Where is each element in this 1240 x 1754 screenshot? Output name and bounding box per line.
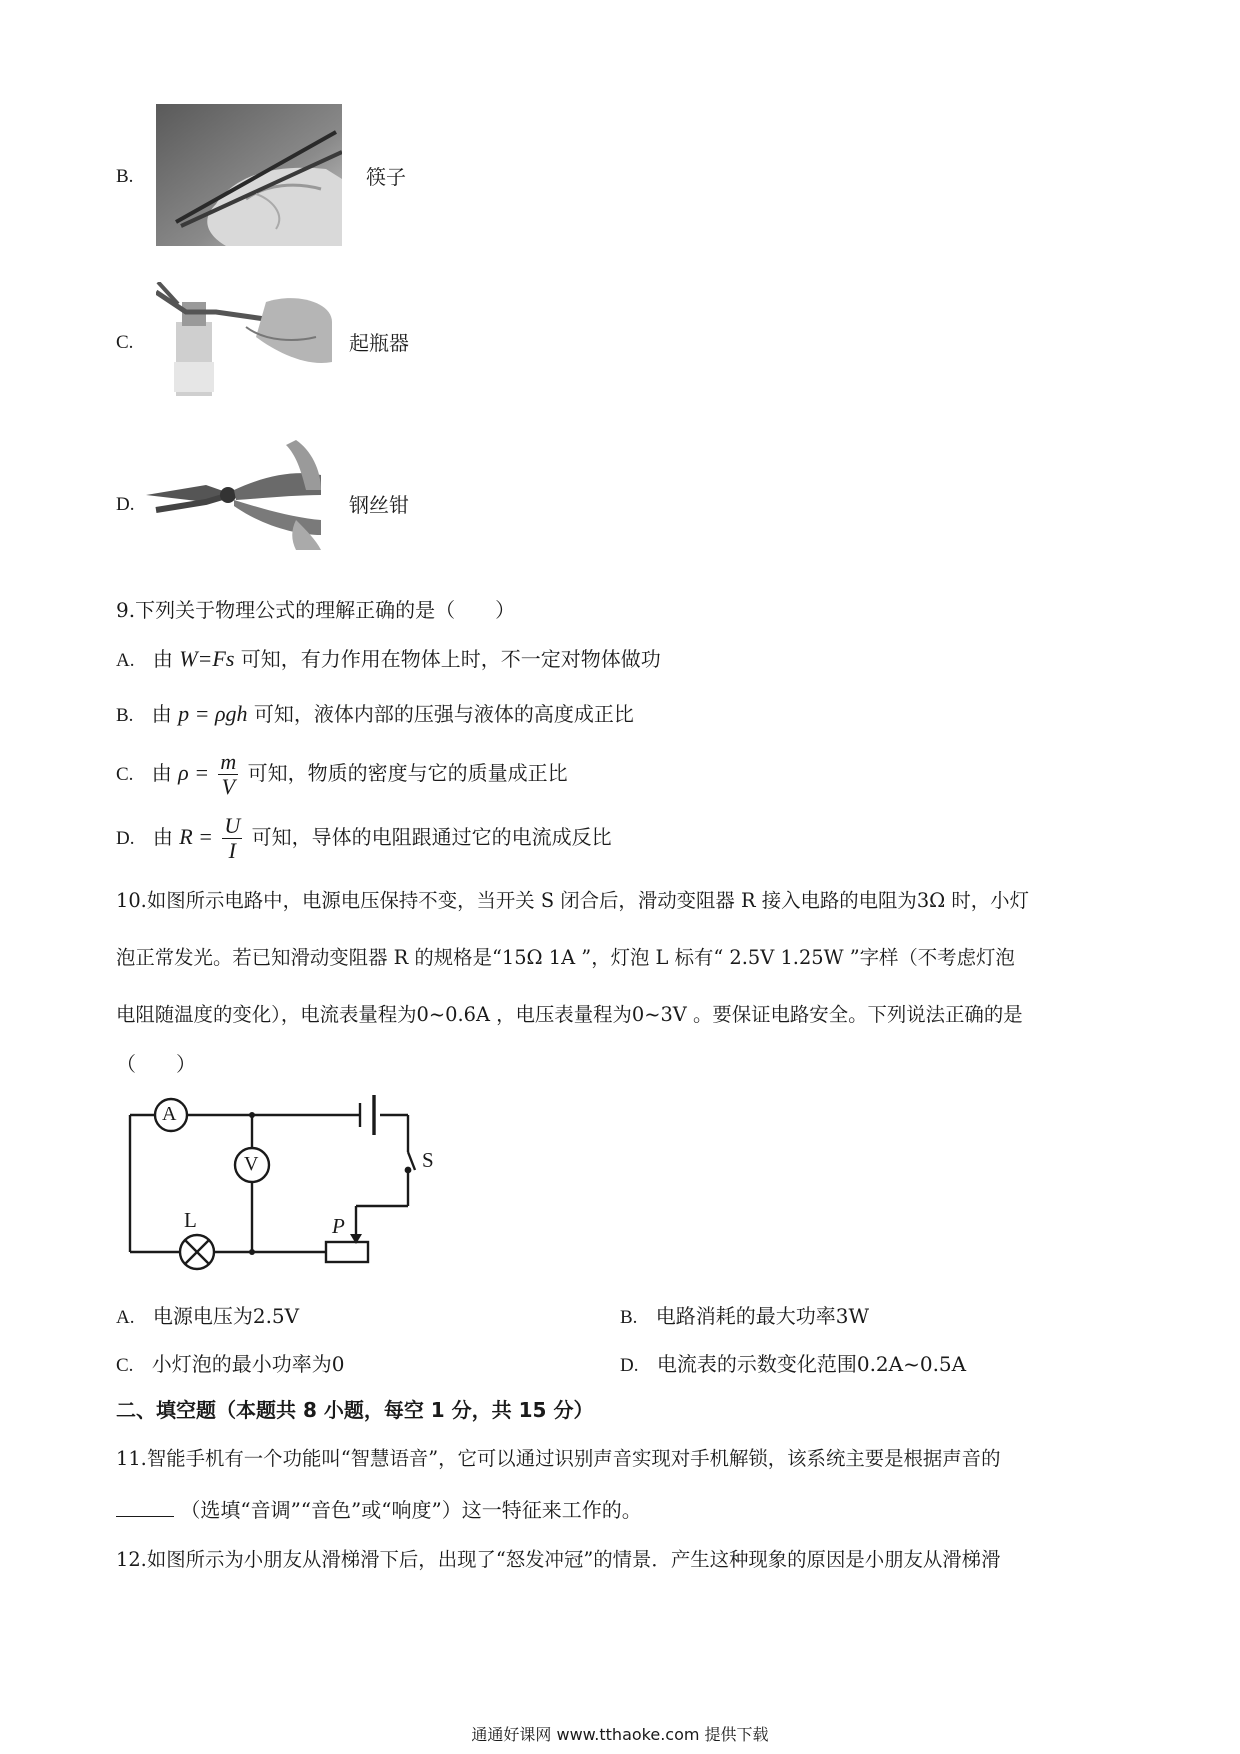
q9-d-prefix: 由 [152,825,173,849]
q10-b-text: 电路消耗的最大功率3W [655,1304,870,1328]
switch-label: S [422,1148,434,1172]
q9-option-d [116,814,612,863]
q9-c-letter: C. [116,764,134,785]
q10-c-text: 小灯泡的最小功率为0 [151,1352,345,1376]
q9-d-numerator: U [224,813,241,838]
q12-line-1: 12.如图所示为小朋友从滑梯滑下后，出现了“怒发冲冠”的情景．产生这种现象的原因是小朋友从滑梯滑 [116,1548,1001,1571]
section-2-title: 二、填空题（本题共 8 小题，每空 1 分，共 15 分） [116,1398,594,1422]
q9-c-fraction [218,750,238,799]
q10-line-3: 电阻随温度的变化），电流表量程为0~0.6A ，电压表量程为0~3V 。要保证电路安全。下列说法正确的是 [116,1003,1023,1026]
q9-b-text: 可知，液体内部的压强与液体的高度成正比 [253,702,634,726]
q9-a-letter: A. [116,650,135,671]
q9-c-text: 可知，物质的密度与它的质量成正比 [247,761,568,785]
option-b-letter: B. [116,166,134,187]
q9-c-lhs: ρ = [178,760,210,785]
q9-d-fraction [222,814,242,863]
voltmeter-label: V [244,1153,259,1175]
q10-line-2: 泡正常发光。若已知滑动变阻器 R 的规格是“15Ω 1A ”，灯泡 L 标有“ 2.5V 1.25W ”字样（不考虑灯泡 [116,946,1015,969]
q9-a-text: 可知，有力作用在物体上时，不一定对物体做功 [240,647,661,671]
q9-b-prefix: 由 [151,702,172,726]
q9-a-formula: W=Fs [179,646,235,671]
q9-option-b [116,700,634,730]
option-d-label: 钢丝钳 [349,493,409,517]
q9-stem: 9.下列关于物理公式的理解正确的是（ ） [116,598,516,622]
q10-option-a [116,1302,299,1332]
q10-d-letter: D. [620,1355,639,1376]
q11-line-1: 11.智能手机有一个功能叫“智慧语音”，它可以通过识别声音实现对手机解锁，该系统主要是根据声音的 [116,1447,1001,1470]
q9-d-lhs: R = [179,824,213,849]
q10-c-letter: C. [116,1355,134,1376]
q10-option-d [620,1350,966,1380]
q9-c-denominator: V [221,774,236,799]
q10-option-b [620,1302,869,1332]
q10-a-letter: A. [116,1307,135,1328]
q10-a-text: 电源电压为2.5V [152,1304,300,1328]
option-c-letter: C. [116,332,134,353]
q9-option-a [116,645,661,675]
q11-answer-blank[interactable] [116,1496,174,1517]
slider-label: P [332,1214,345,1238]
chopsticks-photo [156,104,342,246]
bottle-opener-photo [156,282,332,396]
q10-line-1: 10.如图所示电路中，电源电压保持不变，当开关 S 闭合后，滑动变阻器 R 接入电路的电阻为3Ω 时，小灯 [116,889,1029,912]
q10-b-letter: B. [620,1307,638,1328]
q9-d-denominator: I [228,838,236,863]
circuit-diagram [118,1090,448,1280]
q9-c-numerator: m [220,749,237,774]
option-b-label: 筷子 [366,165,406,189]
q11-line-2: （选填“音调”“音色”或“响度”）这一特征来工作的。 [180,1498,642,1522]
q9-option-c [116,750,568,799]
lamp-label: L [184,1208,197,1232]
q9-b-formula: p = ρgh [178,701,248,726]
q9-d-letter: D. [116,828,135,849]
option-d-letter: D. [116,494,135,515]
pliers-photo [146,440,321,550]
q9-b-letter: B. [116,705,134,726]
page-footer: 通通好课网 www.tthaoke.com 提供下载 [471,1725,769,1744]
option-c-label: 起瓶器 [349,331,409,355]
q10-option-c [116,1350,345,1380]
q9-d-text: 可知，导体的电阻跟通过它的电流成反比 [251,825,612,849]
q10-line-4: （ ） [116,1052,196,1076]
ammeter-label: A [162,1103,177,1125]
q11-line-2-wrap [116,1496,642,1524]
q9-c-prefix: 由 [151,761,172,785]
q10-d-text: 电流表的示数变化范围0.2A~0.5A [656,1352,967,1376]
q9-a-prefix: 由 [152,647,173,671]
